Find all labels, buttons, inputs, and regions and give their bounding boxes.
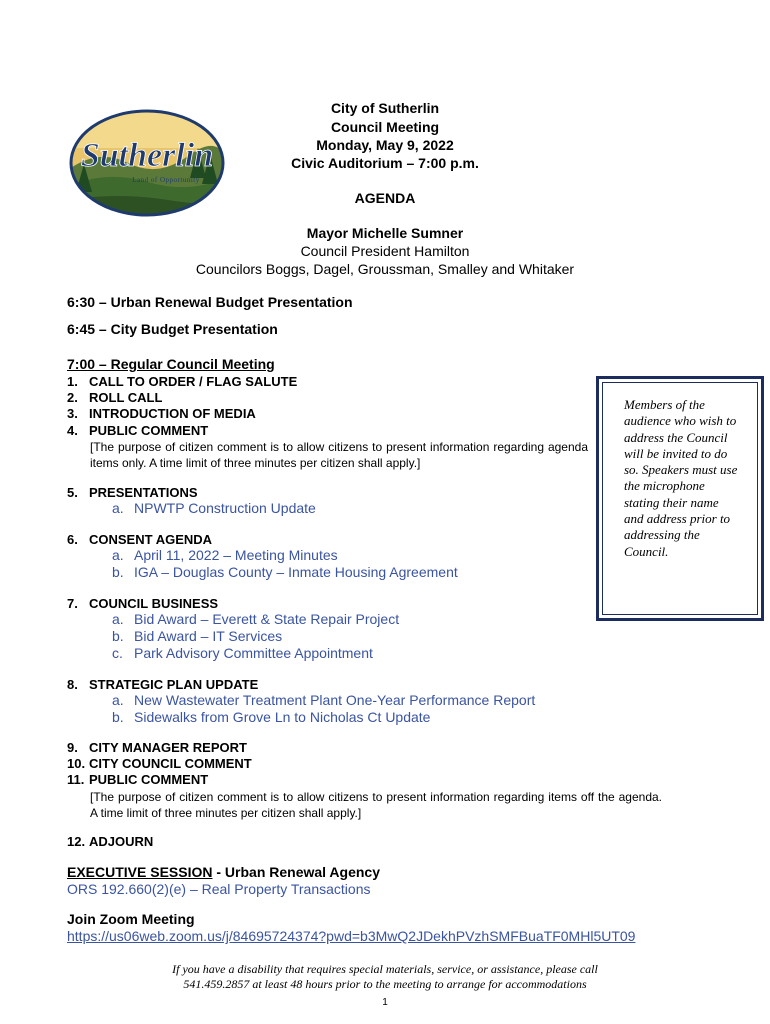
zoom-meeting-link[interactable]: https://us06web.zoom.us/j/84695724374?pwd=b3MwQ2JDekhPVzhSMFBuaTF0MHl5UT09 [67,928,636,944]
agenda-subitem-8a: a. New Wastewater Treatment Plant One-Year Performance Report [112,692,536,708]
agenda-item-5: 5. PRESENTATIONS [67,485,198,500]
public-speaker-notice [596,376,764,621]
agenda-item-12: 12. ADJOURN [67,834,154,849]
agenda-item-4: 4. PUBLIC COMMENT [67,423,209,438]
page-number: 1 [382,997,388,1008]
city-name: City of Sutherlin [330,100,440,116]
accessibility-notice-line-1: If you have a disability that requires special materials, service, or assistance, please call [172,962,598,976]
agenda-subitem-7a: a. Bid Award – Everett & State Repair Project [112,611,400,627]
agenda-item-10: 10. CITY COUNCIL COMMENT [67,756,252,771]
meeting-type: Council Meeting [330,119,440,135]
agenda-subitem-6b: b. IGA – Douglas County – Inmate Housing Agreement [112,564,458,580]
public-comment-note-1: [The purpose of citizen comment is to allow citizens to present information regarding agenda items only. A time limit of three minutes per citizen shall apply.] [90,440,588,470]
zoom-heading: Join Zoom Meeting [67,911,195,927]
agenda-item-7: 7. COUNCIL BUSINESS [67,596,219,611]
agenda-title: AGENDA [354,190,416,206]
meeting-date: Monday, May 9, 2022 [316,137,454,153]
session-regular-meeting: 7:00 – Regular Council Meeting [67,356,275,372]
agenda-item-6: 6. CONSENT AGENDA [67,532,213,547]
agenda-item-1: 1. CALL TO ORDER / FLAG SALUTE [67,374,298,389]
agenda-subitem-7b: b. Bid Award – IT Services [112,628,283,644]
mayor-name: Mayor Michelle Sumner [306,225,464,241]
agenda-item-9: 9. CITY MANAGER REPORT [67,740,247,755]
agenda-subitem-6a: a. April 11, 2022 – Meeting Minutes [112,547,338,563]
session-urban-renewal: 6:30 – Urban Renewal Budget Presentation [67,294,353,310]
agenda-subitem-5a: a. NPWTP Construction Update [112,500,316,516]
agenda-item-3: 3. INTRODUCTION OF MEDIA [67,406,256,421]
executive-session-heading: EXECUTIVE SESSION - Urban Renewal Agency [67,864,381,880]
agenda-item-8: 8. STRATEGIC PLAN UPDATE [67,677,259,692]
meeting-location: Civic Auditorium – 7:00 p.m. [291,155,479,171]
council-president: Council President Hamilton [300,243,470,259]
logo-wordmark: Sutherlin [80,137,214,174]
logo-tagline: Land of Opportunity [132,176,200,184]
agenda-subitem-7c: c. Park Advisory Committee Appointment [112,645,373,661]
executive-session-ors: ORS 192.660(2)(e) – Real Property Transactions [67,881,371,897]
session-city-budget: 6:45 – City Budget Presentation [67,321,278,337]
agenda-item-11: 11. PUBLIC COMMENT [67,772,209,787]
public-speaker-notice-text: Members of the audience who wish to address the Council will be invited to do so. Speakers must use the microphone stating their name and address prior to addressing the Council. [602,382,758,615]
agenda-item-2: 2. ROLL CALL [67,390,163,405]
councilors: Councilors Boggs, Dagel, Groussman, Smalley and Whitaker [195,261,575,277]
agenda-subitem-8b: b. Sidewalks from Grove Ln to Nicholas Ct Update [112,709,431,725]
accessibility-notice-line-2: 541.459.2857 at least 48 hours prior to the meeting to arrange for accommodations [183,977,587,991]
public-comment-note-2: [The purpose of citizen comment is to allow citizens to present information regarding items off the agenda. A time limit of three minutes per citizen shall apply.] [90,790,662,820]
